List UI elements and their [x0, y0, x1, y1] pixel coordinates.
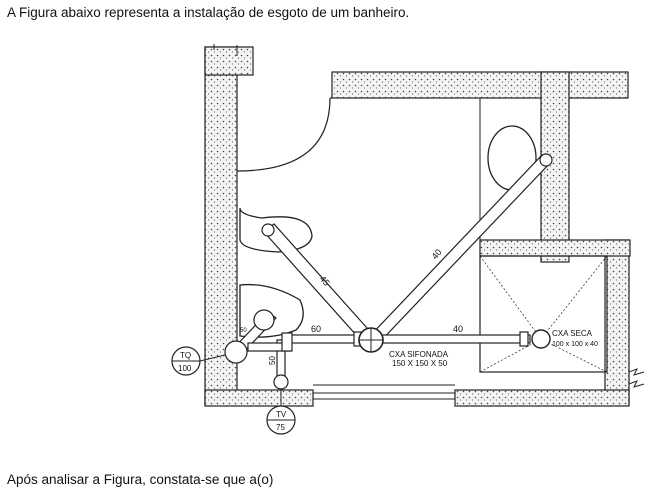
fitting-bidet	[540, 154, 552, 166]
label-vert-50: 50	[268, 356, 277, 365]
fitting-tq	[225, 341, 247, 363]
bottom-wall-right	[455, 390, 629, 406]
fixtures	[240, 126, 536, 337]
question-text: A Figura abaixo representa a instalação de esgoto de um banheiro.	[7, 5, 410, 20]
caixa-seca	[532, 330, 550, 348]
break-marks	[629, 369, 644, 387]
toilet	[240, 285, 303, 338]
right-lower-wall	[605, 240, 629, 405]
bottom-wall-left	[205, 390, 313, 406]
caixa-seca-name: CXA SECA	[552, 329, 593, 338]
left-wall-cap	[205, 47, 253, 75]
caixa-sifonada	[359, 328, 383, 352]
tq-bottom: 100	[178, 364, 192, 373]
tq-top: TQ	[180, 351, 192, 360]
label-diag-45: 45	[317, 273, 332, 288]
label-horiz-60: 60	[311, 324, 322, 334]
fitting-sink	[262, 224, 274, 236]
shower-top-wall	[480, 240, 630, 256]
fitting-toilet	[254, 310, 274, 330]
tv-bottom: 75	[276, 423, 285, 432]
caixa-sifonada-size: 150 X 150 X 50	[392, 359, 448, 368]
door-swing-arc	[237, 98, 330, 171]
label-horiz-40: 40	[453, 324, 464, 334]
top-wall	[332, 72, 628, 98]
fitting-tee	[282, 333, 292, 351]
tv-top: TV	[276, 410, 287, 419]
bottom-window	[313, 385, 455, 399]
pipe-horizontal-40	[380, 335, 530, 343]
label-diag-40: 40	[429, 247, 444, 262]
caixa-seca-size: 100 x 100 x 40	[552, 341, 598, 348]
fitting-tv	[274, 375, 288, 389]
pipe-horizontal-60	[290, 335, 360, 343]
caixa-sifonada-name: CXA SIFONADA	[389, 350, 449, 359]
footer-text: Após analisar a Figura, constata-se que a(o)	[7, 472, 274, 487]
label-tiny-50: 50	[240, 328, 247, 334]
